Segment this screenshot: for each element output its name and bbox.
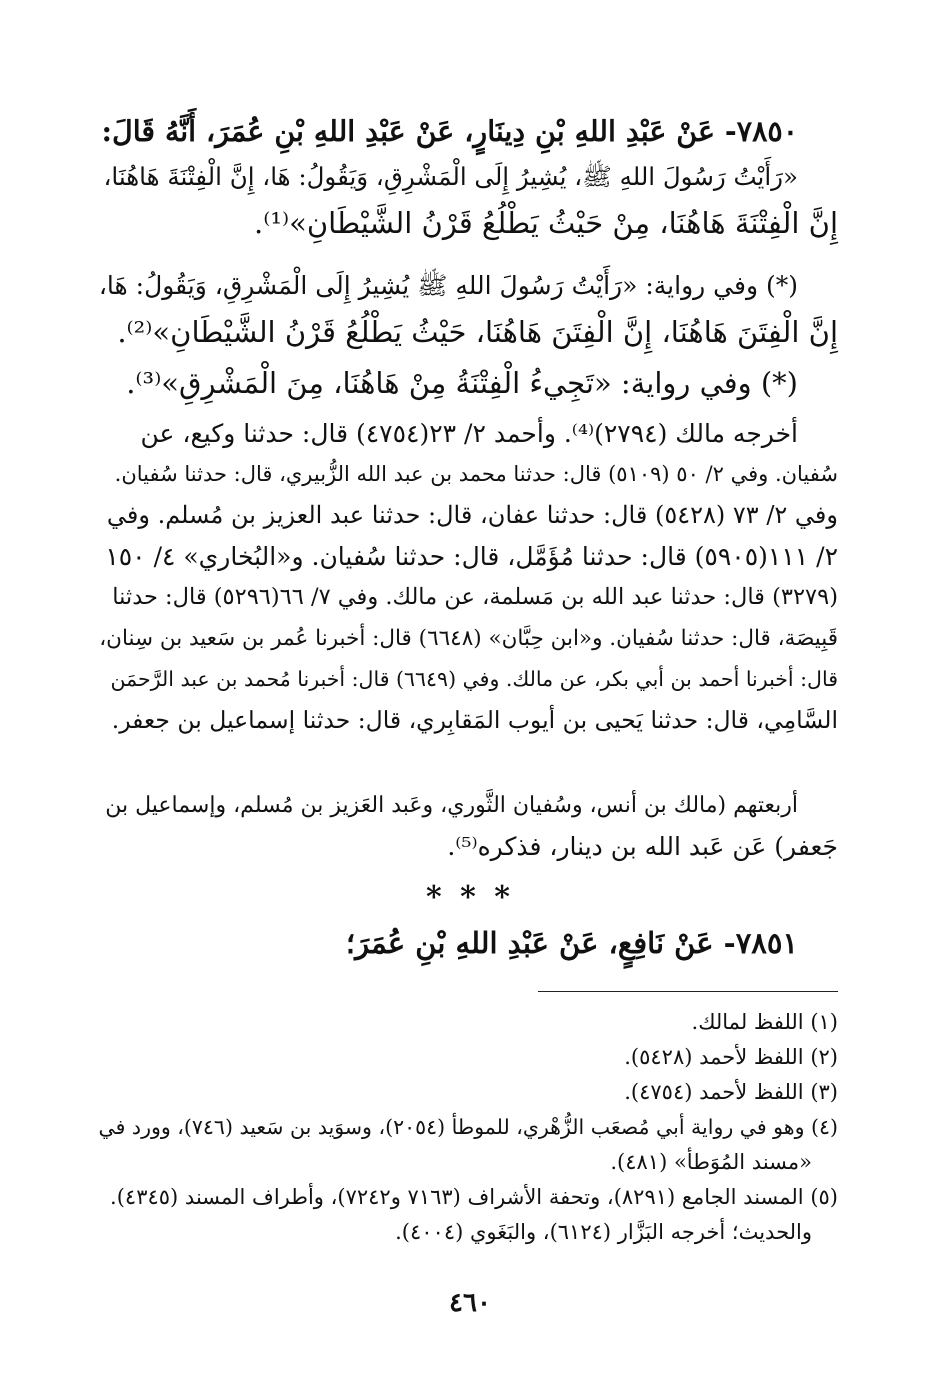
takhrij-line: وفي ٢/ ٧٣ (٥٤٢٨) قال: حدثنا عفان، قال: حدثنا عبد العزيز بن مُسلم. وفي bbox=[106, 501, 838, 529]
takhrij-line: قال: أخبرنا أحمد بن أبي بكر، عن مالك. وفي (٦٦٤٩) قال: أخبرنا مُحمد بن عبد الرَّحمَن bbox=[110, 667, 838, 691]
section-separator: * * * bbox=[426, 880, 514, 915]
footnote-5-continued: والحديث؛ أخرجه البَزَّار (٦١٢٤)، والبَغَوي (٤٠٠٤). bbox=[395, 1220, 812, 1244]
takhrij-line: أخرجه مالك (٢٧٩٤)⁽⁴⁾. وأحمد ٢/ ٢٣(٤٧٥٤) قال: حدثنا وكيع، عن bbox=[140, 419, 798, 448]
takhrij-paragraph bbox=[98, 413, 838, 741]
narration-variant-line: (*) وفي رواية: «رَأَيْتُ رَسُولَ اللهِ ﷺ يُشِيرُ إِلَى الْمَشْرِقِ، وَيَقُولُ: هَا، bbox=[98, 271, 798, 300]
footnote-3: (٣) اللفظ لأحمد (٤٧٥٤). bbox=[624, 1080, 838, 1104]
footnote-divider bbox=[538, 991, 838, 992]
narration-variant-line: إِنَّ الْفِتَنَ هَاهُنَا، إِنَّ الْفِتَنَ هَاهُنَا، حَيْثُ يَطْلُعُ قَرْنُ الشَّيْطَانِ»⁽²⁾. bbox=[117, 315, 838, 349]
hadith-7850-heading: ٧٨٥٠- عَنْ عَبْدِ اللهِ بْنِ دِينَارٍ، عَنْ عَبْدِ اللهِ بْنِ عُمَرَ، أَنَّهُ قَالَ: bbox=[101, 114, 798, 148]
footnote-2: (٢) اللفظ لأحمد (٥٤٢٨). bbox=[624, 1045, 838, 1069]
narration-variant-2 bbox=[98, 360, 838, 406]
page-number: ٤٦٠ bbox=[449, 1288, 491, 1318]
takhrij-line: (٣٢٧٩) قال: حدثنا عبد الله بن مَسلمة، عن مالك. وفي ٧/ ٦٦(٥٢٩٦) قال: حدثنا bbox=[112, 584, 838, 610]
takhrij-line: سُفيان. وفي ٢/ ٥٠ (٥١٠٩) قال: حدثنا محمد بن عبد الله الزُّبيري، قال: حدثنا سُفيان. bbox=[114, 462, 838, 486]
footnotes bbox=[98, 1005, 838, 1250]
takhrij-line: قَبِيصَة، قال: حدثنا سُفيان. و«ابن حِبَّان» (٦٦٤٨) قال: أخبرنا عُمر بن سَعيد بن سِنان، bbox=[99, 626, 838, 651]
footnote-4-continued: «مسند المُوَطأ» (٤٨١). bbox=[610, 1150, 812, 1174]
hadith-7851 bbox=[98, 920, 838, 966]
summary-paragraph bbox=[98, 785, 838, 867]
takhrij-line: السَّامِي، قال: حدثنا يَحيى بن أيوب المَقابِري، قال: حدثنا إسماعيل بن جعفر. bbox=[111, 706, 838, 734]
summary-line: أربعتهم (مالك بن أنس، وسُفيان الثَّوري، وعَبد العَزيز بن مُسلم، وإسماعيل بن bbox=[105, 793, 798, 818]
hadith-7851-heading: ٧٨٥١- عَنْ نَافِعٍ، عَنْ عَبْدِ اللهِ بْنِ عُمَرَ؛ bbox=[345, 926, 798, 960]
hadith-7850-text-line: إِنَّ الْفِتْنَةَ هَاهُنَا، مِنْ حَيْثُ يَطْلُعُ قَرْنُ الشَّيْطَانِ»⁽¹⁾. bbox=[254, 206, 838, 240]
hadith-7850-text-line: «رَأَيْتُ رَسُولَ اللهِ ﷺ، يُشِيرُ إِلَى الْمَشْرِقِ، وَيَقُولُ: هَا، إِنَّ الْفِتْنَةَ هَاهُنَا، bbox=[103, 162, 798, 191]
narration-variant-1 bbox=[98, 263, 838, 355]
footnote-5: (٥) المسند الجامع (٨٢٩١)، وتحفة الأشراف (٧١٦٣ و٧٢٤٢)، وأطراف المسند (٤٣٤٥). bbox=[110, 1185, 838, 1209]
summary-line: جَعفر) عَن عَبد الله بن دينار، فذكره⁽⁵⁾. bbox=[447, 832, 838, 861]
takhrij-line: ٢/ ١١١(٥٩٠٥) قال: حدثنا مُؤَمَّل، قال: حدثنا سُفيان. و«البُخاري» ٤/ ١٥٠ bbox=[105, 542, 838, 571]
hadith-7850 bbox=[98, 108, 838, 246]
footnote-1: (١) اللفظ لمالك. bbox=[691, 1010, 838, 1034]
narration-variant-line: (*) وفي رواية: «تَجِيءُ الْفِتْنَةُ مِنْ هَاهُنَا، مِنَ الْمَشْرِقِ»⁽³⁾. bbox=[126, 366, 798, 400]
footnote-4: (٤) وهو في رواية أبي مُصعَب الزُّهْري، للموطأ (٢٠٥٤)، وسوَيد بن سَعيد (٧٤٦)، وورد في bbox=[98, 1115, 838, 1139]
